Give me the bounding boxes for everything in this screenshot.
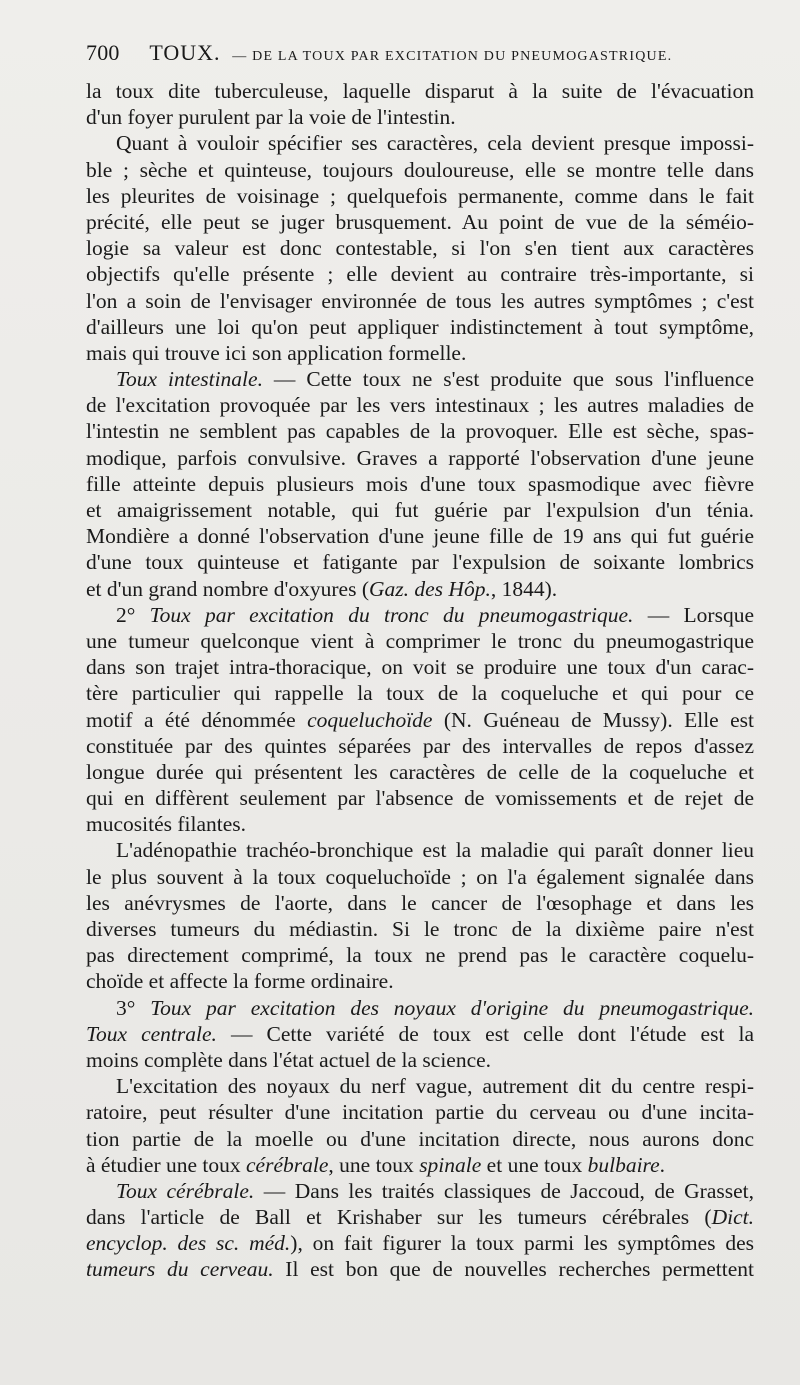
text-run: dans l'article de Ball et Krishaber sur les tumeurs cérébrales ( — [86, 1205, 712, 1230]
header-title: TOUX. — [149, 40, 221, 65]
text-run: d'ailleurs une loi qu'on peut appliquer indistinctement à tout symptôme, — [86, 314, 754, 339]
text-run: les pleurites de voisinage ; quelquefois permanente, comme dans le fait — [86, 183, 754, 208]
text-line — [86, 1178, 754, 1204]
text-run: (N. Guéneau de Mussy). Elle est — [432, 707, 754, 732]
text-run: . — [659, 1152, 666, 1177]
text-run: dans son trajet intra-thoracique, on voit se produire une toux d'un carac- — [86, 655, 754, 680]
text-line — [86, 130, 754, 156]
italic-text: Gaz. des Hôp. — [369, 576, 491, 601]
text-line — [86, 1256, 754, 1282]
text-run: — Cette variété de toux est celle dont l'étude est la — [216, 1021, 754, 1046]
text-run: le plus souvent à la toux coqueluchoïde ; on l'a également signalée dans — [86, 864, 754, 889]
text-run: Il est bon que de nouvelles recherches permettent — [273, 1257, 754, 1282]
text-line — [86, 104, 754, 130]
text-line — [86, 549, 754, 575]
text-run: d'un foyer purulent par la voie de l'intestin. — [86, 105, 456, 130]
text-line — [86, 1230, 754, 1256]
text-line — [86, 1152, 754, 1178]
italic-text: encyclop. des sc. méd. — [86, 1231, 291, 1256]
text-run: pas directement comprimé, la toux ne prend pas le caractère coquelu- — [86, 943, 754, 968]
text-line — [86, 1126, 754, 1152]
text-line — [86, 209, 754, 235]
text-line — [86, 916, 754, 942]
text-line — [86, 471, 754, 497]
text-run: la toux dite tuberculeuse, laquelle disparut à la suite de l'évacuation — [86, 79, 754, 103]
text-run: de l'excitation provoquée par les vers intestinaux ; les autres maladies de — [86, 393, 754, 418]
text-run: et amaigrissement notable, qui fut guérie par l'expulsion d'un ténia. — [86, 498, 754, 522]
text-line — [86, 157, 754, 183]
text-run: , 1844). — [490, 576, 558, 601]
text-run: l'on a soin de l'envisager environnée de tous les autres symptômes ; c'est — [86, 288, 754, 313]
text-run: — Lorsque — [633, 602, 754, 627]
text-line — [86, 995, 754, 1021]
italic-text: Dict. — [711, 1205, 754, 1230]
text-run: qui en diffèrent seulement par l'absence de vomissements et de rejet de — [86, 786, 754, 811]
text-run: — Dans les traités classiques de Jaccoud, de Grasset, — [254, 1178, 754, 1203]
text-line — [86, 968, 754, 994]
text-run: tion partie de la moelle ou d'une incitation directe, nous aurons donc — [86, 1126, 754, 1151]
text-line — [86, 235, 754, 261]
header-subtitle: — DE LA TOUX PAR EXCITATION DU PNEUMOGASTRIQUE. — [232, 49, 673, 64]
text-run: L'excitation des noyaux du nerf vague, autrement dit du centre respi- — [116, 1074, 754, 1099]
italic-text: coqueluchoïde — [307, 707, 433, 732]
text-line — [86, 445, 754, 471]
text-line — [86, 1047, 754, 1073]
text-run: longue durée qui présentent les caractères de celle de la coqueluche et — [86, 759, 754, 784]
text-run: à étudier une toux — [86, 1152, 247, 1177]
text-line — [86, 497, 754, 523]
page-number: 700 — [86, 40, 120, 65]
text-line — [86, 340, 754, 366]
italic-text: tumeurs du cerveau. — [86, 1257, 274, 1282]
text-line — [86, 654, 754, 680]
text-line — [86, 602, 754, 628]
text-line — [86, 1204, 754, 1230]
text-line — [86, 837, 754, 863]
text-run: l'intestin ne semblent pas capables de la provoquer. Elle est sèche, spas- — [86, 419, 754, 444]
text-run: , une toux — [328, 1152, 420, 1177]
text-run: fille atteinte depuis plusieurs mois d'une toux spasmodique avec fièvre — [86, 471, 754, 496]
italic-text: Toux centrale. — [86, 1021, 217, 1046]
text-run: les anévrysmes de l'aorte, dans le cancer de l'œsophage et dans les — [86, 890, 754, 915]
text-run: motif a été dénommée — [86, 707, 308, 732]
text-line — [86, 261, 754, 287]
text-run: objectifs qu'elle présente ; elle devient au contraire très-importante, si — [86, 262, 754, 287]
text-run: une tumeur quelconque vient à comprimer le tronc du pneumogastrique — [86, 628, 754, 653]
text-run: ), on fait figurer la toux parmi les symptômes des — [290, 1231, 754, 1256]
text-run: Quant à vouloir spécifier ses caractères, cela devient presque impossi- — [116, 131, 754, 156]
text-line — [86, 523, 754, 549]
text-run: constituée par des quintes séparées par des intervalles de repos d'assez — [86, 733, 754, 758]
text-run: et une toux — [481, 1152, 588, 1177]
text-line — [86, 576, 754, 602]
text-line — [86, 680, 754, 706]
italic-text: cérébrale — [246, 1152, 329, 1177]
text-line — [86, 183, 754, 209]
text-run: L'adénopathie trachéo-bronchique est la maladie qui paraît donner lieu — [116, 838, 754, 863]
body-text — [86, 78, 754, 1283]
text-line — [86, 1073, 754, 1099]
text-run: — Cette toux ne s'est produite que sous l'influence — [262, 367, 754, 392]
text-line — [86, 78, 754, 104]
text-line — [86, 288, 754, 314]
text-line — [86, 418, 754, 444]
text-line — [86, 864, 754, 890]
text-line — [86, 890, 754, 916]
text-run: tère particulier qui rappelle la toux de la coqueluche et qui pour ce — [86, 681, 754, 706]
text-line — [86, 785, 754, 811]
text-line — [86, 314, 754, 340]
text-run: ratoire, peut résulter d'une incitation partie du cerveau ou d'une incita- — [86, 1100, 754, 1125]
text-run: moins complète dans l'état actuel de la science. — [86, 1047, 492, 1072]
text-run: 2° — [116, 602, 150, 627]
text-run: Mondière a donné l'observation d'une jeune fille de 19 ans qui fut guérie — [86, 524, 754, 549]
text-line — [86, 733, 754, 759]
text-run: diverses tumeurs du médiastin. Si le tronc de la dixième paire n'est — [86, 917, 754, 941]
italic-text: Toux par excitation du tronc du pneumogastrique. — [149, 602, 634, 627]
running-header — [86, 40, 756, 66]
text-run: d'une toux quinteuse et fatigante par l'expulsion de soixante lombrics — [86, 550, 754, 575]
text-line — [86, 811, 754, 837]
text-run: mucosités filantes. — [86, 812, 247, 837]
text-line — [86, 1099, 754, 1125]
text-line — [86, 366, 754, 392]
text-line — [86, 1021, 754, 1047]
text-line — [86, 392, 754, 418]
italic-text: bulbaire — [587, 1152, 660, 1177]
text-line — [86, 759, 754, 785]
text-run: 3° — [116, 995, 151, 1020]
text-run: choïde et affecte la forme ordinaire. — [86, 969, 394, 994]
italic-text: spinale — [419, 1152, 482, 1177]
text-line — [86, 628, 754, 654]
text-run: logie sa valeur est donc contestable, si l'on s'en tient aux caractères — [86, 236, 754, 261]
italic-text: Toux par excitation des noyaux d'origine du pneumogastrique. — [150, 995, 754, 1020]
text-line — [86, 942, 754, 968]
text-run: mais qui trouve ici son application formelle. — [86, 340, 467, 365]
text-line — [86, 707, 754, 733]
italic-text: Toux intestinale. — [116, 367, 263, 392]
text-run: modique, parfois convulsive. Graves a rapporté l'observation d'une jeune — [86, 445, 754, 470]
italic-text: Toux cérébrale. — [116, 1178, 255, 1203]
text-run: et d'un grand nombre d'oxyures ( — [86, 576, 369, 601]
text-run: ble ; sèche et quinteuse, toujours douloureuse, elle se montre telle dans — [86, 157, 754, 182]
text-run: précité, elle peut se juger brusquement. Au point de vue de la séméio- — [86, 209, 754, 234]
